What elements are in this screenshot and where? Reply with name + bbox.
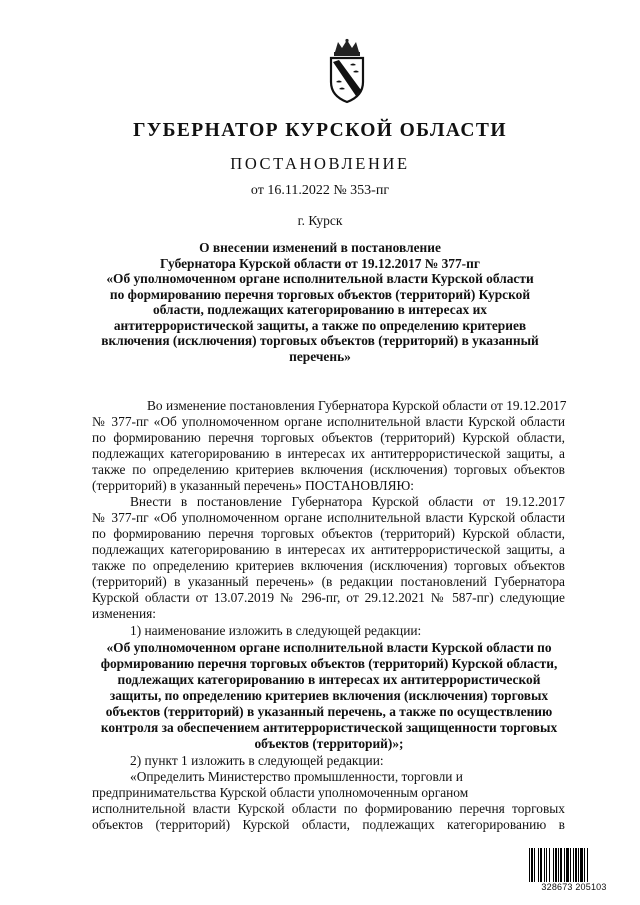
date-and-number: от 16.11.2022 № 353-пг bbox=[250, 183, 390, 198]
body-line: подлежащих категорированию в интересах их антитеррористической защиты, а bbox=[92, 446, 565, 461]
coat-of-arms-icon bbox=[326, 38, 368, 104]
issuing-city: г. Курск bbox=[297, 213, 343, 228]
subject-line: по формированию перечня торговых объектов (территорий) Курской bbox=[109, 286, 531, 302]
new-title-line: «Об уполномоченном органе исполнительной власти Курской области по bbox=[106, 640, 552, 655]
body-line: «Определить Министерство промышленности, торговли и bbox=[130, 769, 463, 784]
subject-line: антитеррористической защиты, а также по определению критериев bbox=[113, 317, 527, 333]
subject-line: О внесении изменений в постановление bbox=[199, 240, 441, 255]
barcode-number: 328673 205103 bbox=[541, 882, 607, 892]
body-line: Курской области от 13.07.2019 № 296-пг, от 29.12.2021 № 587-пг) следующие bbox=[92, 590, 565, 605]
body-line: изменения: bbox=[92, 606, 157, 621]
body-line: также по определению критериев включения (исключения) торговых объектов bbox=[92, 462, 565, 477]
body-line: объектов (территорий) Курской области, подлежащих категорированию в bbox=[92, 817, 565, 832]
new-title-line: объектов (территорий)»; bbox=[254, 736, 404, 751]
body-line: по формированию перечня торговых объектов (территорий) Курской области, bbox=[92, 526, 565, 541]
subject-line: перечень» bbox=[289, 348, 351, 364]
body-line: также по определению критериев включения (исключения) торговых объектов bbox=[92, 558, 565, 573]
barcode-bar bbox=[587, 848, 588, 882]
body-line: (территорий) в указанный перечень» ПОСТАНОВЛЯЮ: bbox=[92, 478, 414, 493]
subject-line: включения (исключения) торговых объектов (территорий) в указанный bbox=[101, 333, 539, 348]
subject-line: Губернатора Курской области от 19.12.2017 № 377-пг bbox=[160, 255, 480, 271]
new-title-line: объектов (территорий) в указанный перечень, а также по осуществлению bbox=[105, 704, 553, 719]
body-line: 2) пункт 1 изложить в следующей редакции: bbox=[130, 753, 384, 768]
body-line: подлежащих категорированию в интересах их антитеррористической защиты, а bbox=[92, 542, 565, 557]
body-line: Во изменение постановления Губернатора Курской области от 19.12.2017 bbox=[147, 398, 567, 413]
new-title-line: защиты, по определению критериев включения (исключения) торговых bbox=[109, 688, 549, 703]
document-barcode bbox=[529, 848, 619, 894]
decree-subject bbox=[100, 240, 540, 364]
body-line: исполнительной власти Курской области по формированию перечня торговых bbox=[92, 801, 565, 816]
issuing-authority: ГУБЕРНАТОР КУРСКОЙ ОБЛАСТИ bbox=[133, 120, 507, 141]
body-line: 1) наименование изложить в следующей редакции: bbox=[130, 623, 422, 638]
body-line: № 377-пг «Об уполномоченном органе исполнительной власти Курской области bbox=[92, 510, 565, 525]
body-line: предпринимательства Курской области уполномоченным органом bbox=[92, 785, 469, 800]
document-type: ПОСТАНОВЛЕНИЕ bbox=[230, 154, 410, 173]
new-title-line: формированию перечня торговых объектов (территорий) Курской области, bbox=[100, 656, 558, 671]
subject-line: «Об уполномоченном органе исполнительной власти Курской области bbox=[106, 271, 534, 286]
body-line: (территорий) в указанный перечень» (в редакции постановлений Губернатора bbox=[92, 574, 565, 589]
new-title-line: подлежащих категорированию в интересах их антитеррористической bbox=[117, 672, 541, 687]
body-line: Внести в постановление Губернатора Курской области от 19.12.2017 bbox=[130, 494, 565, 509]
barcode-bars bbox=[529, 848, 619, 882]
body-line: по формированию перечня торговых объектов (территорий) Курской области, bbox=[92, 430, 565, 445]
new-title-line: контроля за обеспечением антитеррористической защищенности торговых bbox=[100, 720, 558, 735]
subject-line: области, подлежащих категорированию в интересах их bbox=[153, 302, 487, 317]
body-line: № 377-пг «Об уполномоченном органе исполнительной власти Курской области bbox=[92, 414, 565, 429]
